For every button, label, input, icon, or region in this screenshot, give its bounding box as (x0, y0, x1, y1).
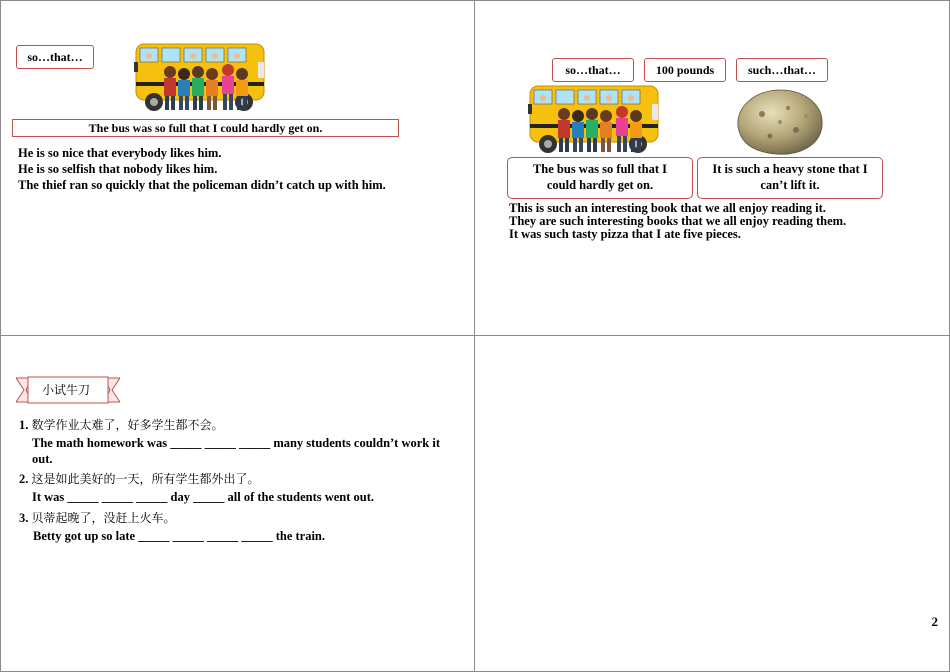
such-that-tag: such…that… (736, 58, 828, 82)
exercise-3-english: Betty got up so late _____ _____ _____ _____ the train. (33, 529, 325, 543)
bus-caption: The bus was so full that I could hardly get on. (12, 119, 399, 137)
such-sentence-3: It was such tasty pizza that I ate five pieces. (509, 227, 741, 241)
horizontal-divider (0, 335, 950, 336)
exercise-1-number: 1. (19, 418, 29, 432)
exercise-2-prompt (19, 470, 260, 487)
exercise-3-prompt (19, 509, 176, 526)
exercise-2-english: It was _____ _____ _____ day _____ all of the students went out. (32, 490, 375, 504)
example-sentence-1: He is so nice that everybody likes him. (18, 146, 222, 160)
school-bus-image-2 (528, 84, 690, 156)
so-that-tag-2: so…that… (552, 58, 634, 82)
stone-caption-line-2: can’t lift it. (760, 178, 820, 192)
example-sentence-2: He is so selfish that nobody likes him. (18, 162, 218, 176)
such-sentence-2: They are such interesting books that we all enjoy reading them. (509, 214, 847, 228)
exercise-2-chinese: 这是如此美好的一天，所有学生都外出了。 (31, 472, 260, 486)
exercise-1-english: The math homework was _____ _____ _____ many students couldn’t work it (32, 436, 441, 450)
exercise-1-english-cont: out. (32, 452, 53, 466)
heavy-stone-image (732, 86, 826, 158)
stone-caption (697, 157, 883, 199)
such-sentence-1: This is such an interesting book that we all enjoy reading it. (509, 201, 826, 215)
vertical-divider (474, 0, 475, 672)
exercise-1-chinese: 数学作业太难了，好多学生都不会。 (31, 418, 224, 432)
weight-tag: 100 pounds (644, 58, 726, 82)
exercise-1-prompt (19, 416, 224, 433)
school-bus-image (134, 42, 296, 114)
stone-caption-line-1: It is such a heavy stone that I (712, 162, 868, 176)
bus-caption-line-1: The bus was so full that I (532, 162, 668, 176)
exercise-3-number: 3. (19, 511, 29, 525)
exercise-3-chinese: 贝蒂起晚了，没赶上火车。 (31, 511, 176, 525)
example-sentence-3: The thief ran so quickly that the policeman didn’t catch up with him. (18, 178, 386, 192)
banner-title: 小试牛刀 (41, 383, 90, 397)
page-number: 2 (931, 614, 938, 629)
bus-caption-line-2: could hardly get on. (546, 178, 654, 192)
so-that-tag: so…that… (16, 45, 94, 69)
bus-caption-2 (507, 157, 693, 199)
exercise-2-number: 2. (19, 472, 29, 486)
